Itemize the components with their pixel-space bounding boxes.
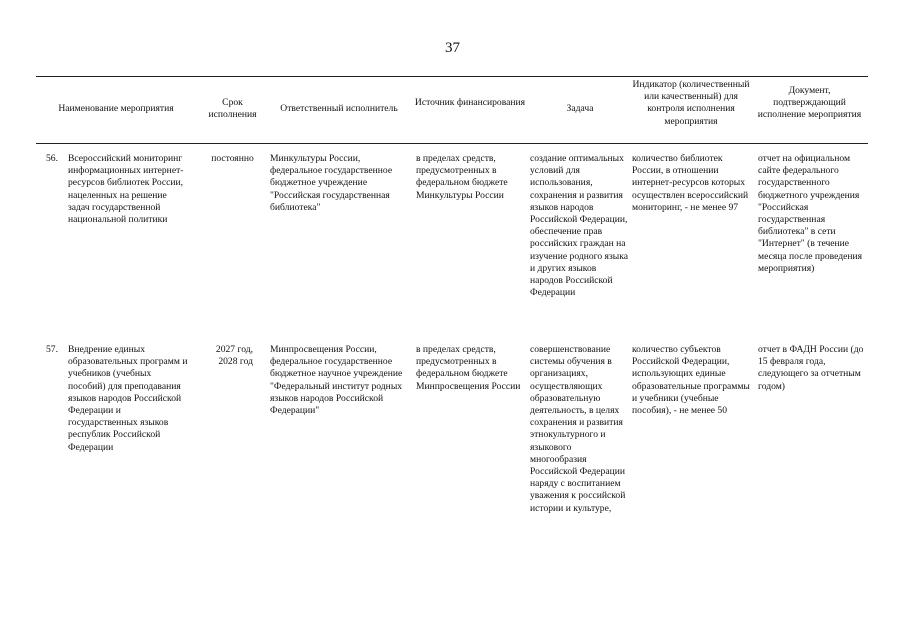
row-name: Внедрение единых образовательных программ и учебников (учебных пособий) для преподавания языков народов Российской Федерации и государственных языков республик Российской Федерации [68, 344, 188, 453]
row-number: 57. [46, 344, 58, 355]
row-number: 56. [46, 153, 58, 164]
header-executor: Ответственный исполнитель [280, 103, 398, 114]
row-executor: Минкультуры России, федеральное государственное бюджетное учреждение "Российская государственная библиотека" [270, 153, 393, 213]
row-task: создание оптимальных условий для использования, сохранения и развития языков народов Российской Федерации, обеспечение прав российских граждан на изучение родного языка и других языков народов Российской Федерации [530, 153, 628, 299]
row-task: совершенствование системы обучения в организациях, осуществляющих образовательную деятельность, в целях сохранения и развития этнокультурного и языкового многообразия Российской Федерации наряду с воспитанием уважения к российской истории и культуре, [530, 344, 626, 514]
row-document: отчет в ФАДН России (до 15 февраля года, следующего за отчетным годом) [758, 344, 864, 392]
row-indicator: количество субъектов Российской Федерации, использующих единые образовательные программы и учебники (учебные пособия), - не менее 50 [632, 344, 750, 417]
row-funding: в пределах средств, предусмотренных в федеральном бюджете Минпросвещения России [416, 344, 521, 392]
table-top-rule [36, 76, 868, 77]
header-document: Документ, подтверждающий исполнение мероприятия [757, 85, 862, 121]
header-term: Срок исполнения [208, 97, 257, 121]
row-funding: в пределах средств, предусмотренных в федеральном бюджете Минкультуры России [416, 153, 508, 201]
header-funding: Источник финансирования [414, 97, 526, 108]
table-header-rule [36, 143, 868, 144]
row-document: отчет на официальном сайте федерального государственного бюджетного учреждения "Российская государственная библиотека" в сети "Интернет" (в течение месяца после проведения мероприятия) [758, 153, 863, 274]
header-indicator: Индикатор (количественный или качественный) для контроля исполнения мероприятия [632, 79, 750, 127]
row-indicator: количество библиотек России, в отношении интернет-ресурсов которых осуществлен всероссийский мониторинг, - не менее 97 [632, 153, 749, 213]
row-term: 2027 год, 2028 год [215, 344, 253, 368]
row-term: постоянно [211, 153, 254, 164]
page-number: 37 [445, 40, 460, 56]
row-name: Всероссийский мониторинг информационных интернет-ресурсов библиотек России, нацеленных на решение задач государственной национальной политики [68, 153, 184, 226]
header-name: Наименование мероприятия [58, 103, 174, 114]
header-task: Задача [566, 103, 594, 114]
row-executor: Минпросвещения России, федеральное государственное бюджетное научное учреждение "Федеральный институт родных языков народов Российской Федерации" [270, 344, 403, 417]
